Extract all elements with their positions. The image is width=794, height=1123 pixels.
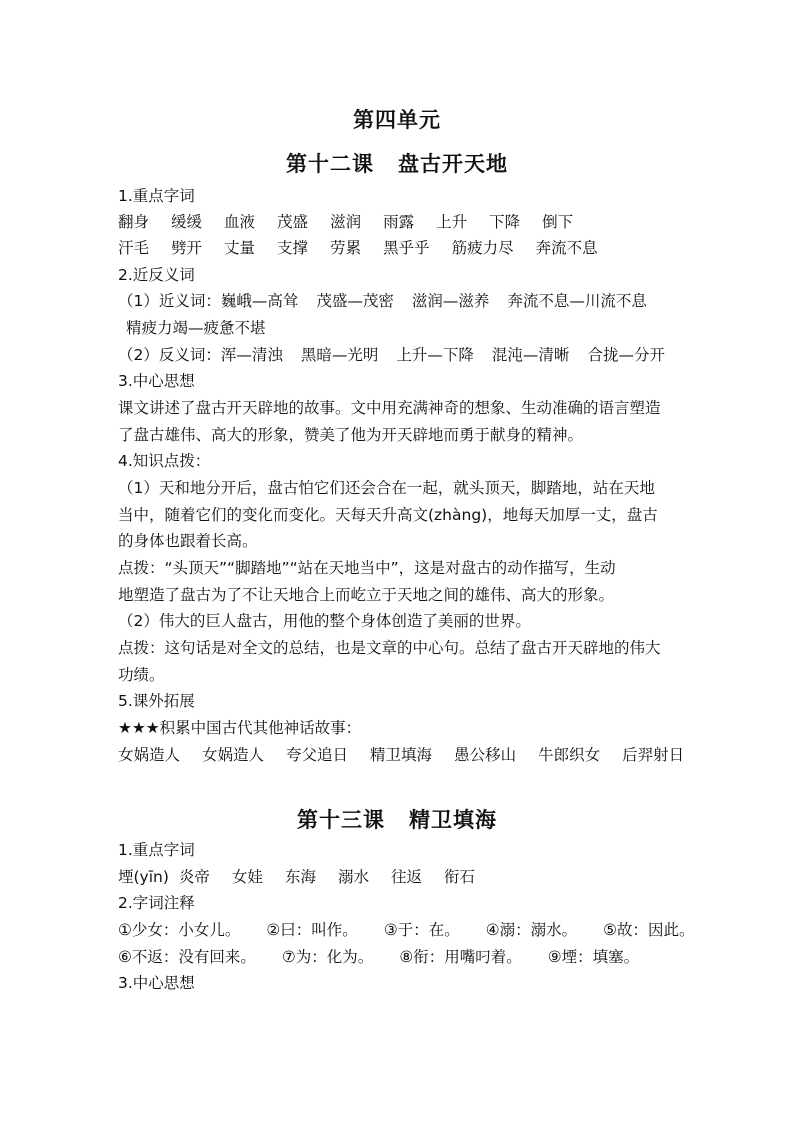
word: 雨露 [383, 213, 415, 231]
word: 丈量 [224, 239, 256, 257]
knowledge-1-note-line-1: 点拨：“头顶天”“脚踏地”“站在天地当中”，这是对盘古的动作描写，生动 [118, 559, 616, 577]
word: 缓缓 [171, 213, 203, 231]
myth-item: 后羿射日 [622, 746, 685, 764]
knowledge-1-line-1: （1）天和地分开后，盘古怕它们还会合在一起，就头顶天，脚踏地，站在天地 [118, 479, 655, 497]
word: 倒下 [542, 213, 574, 231]
word: 滋润 [330, 213, 362, 231]
extension-line: ★★★积累中国古代其他神话故事： [118, 719, 362, 737]
lesson-13-heading-annotations: 2.字词注释 [118, 894, 195, 912]
antonyms-row [118, 345, 683, 365]
myths-row [118, 745, 684, 765]
word: 血液 [224, 213, 256, 231]
annotations-row-1 [118, 920, 695, 940]
synonym-pair: 茂盛—茂密 [316, 292, 394, 310]
antonym-pair: 合拢—分开 [587, 346, 665, 364]
myth-item: 精卫填海 [370, 746, 433, 764]
synonym-pair: 滋润—滋养 [411, 292, 490, 310]
annotation: ⑤故：因此。 [603, 921, 695, 939]
synonym-pair: 奔流不息—川流不息 [507, 292, 647, 310]
lesson-13-title [0, 804, 794, 834]
annotation: ⑥不返：没有回来。 [118, 948, 256, 966]
synonyms-label: （1）近义词： [118, 292, 221, 310]
lesson-12-name: 盘古开天地 [398, 152, 508, 176]
antonym-pair: 浑—清浊 [220, 346, 283, 364]
key-words-row-2 [118, 238, 598, 258]
word: 炎帝 [178, 868, 210, 886]
word: 女娃 [231, 868, 263, 886]
annotation: ⑧衔：用嘴叼着。 [399, 948, 522, 966]
knowledge-2-line-1: （2）伟大的巨人盘古，用他的整个身体创造了美丽的世界。 [118, 612, 531, 630]
word: 支撑 [277, 239, 309, 257]
myth-item: 夸父追日 [286, 746, 349, 764]
word: 下降 [489, 213, 521, 231]
knowledge-1-line-3: 的身体也跟着长高。 [118, 532, 258, 550]
lesson-13-key-words-row [118, 867, 475, 887]
section-heading-key-words: 1.重点字词 [118, 187, 195, 205]
word: 劈开 [171, 239, 203, 257]
lesson-12-title [0, 148, 794, 178]
annotation: ⑨堙：填塞。 [547, 948, 640, 966]
annotation: ⑦为：化为。 [281, 948, 374, 966]
lesson-13-heading-key-words: 1.重点字词 [118, 841, 195, 859]
word: 茂盛 [277, 213, 309, 231]
lesson-13-name: 精卫填海 [409, 808, 497, 832]
myth-item: 愚公移山 [454, 746, 517, 764]
knowledge-2-note-line-2: 功绩。 [118, 666, 165, 684]
antonyms-label: （2）反义词： [118, 346, 221, 364]
antonym-pair: 上升—下降 [396, 346, 474, 364]
section-heading-extension: 5.课外拓展 [118, 692, 195, 710]
central-idea-line-1: 课文讲述了盘古开天辟地的故事。文中用充满神奇的想象、生动准确的语言塑造 [118, 399, 661, 417]
myth-item: 牛郎织女 [538, 746, 601, 764]
knowledge-1-line-2: 当中，随着它们的变化而变化。天每天升高文(zhàng)，地每天加厚一丈，盘古 [118, 506, 658, 524]
antonym-pair: 黑暗—光明 [300, 346, 379, 364]
synonym-pair-continued: 精疲力竭—疲惫不堪 [126, 319, 266, 337]
synonym-pair: 巍峨—高耸 [220, 292, 299, 310]
lesson-13-heading-central-idea: 3.中心思想 [118, 974, 195, 992]
lesson-12-number: 第十二课 [286, 152, 374, 176]
annotations-row-2 [118, 947, 639, 967]
word: 翻身 [118, 213, 150, 231]
knowledge-2-note-line-1: 点拨：这句话是对全文的总结，也是文章的中心句。总结了盘古开天辟地的伟大 [118, 639, 661, 657]
key-words-row-1 [118, 212, 573, 232]
myth-item: 女娲造人 [202, 746, 265, 764]
word: 劳累 [330, 239, 362, 257]
word: 往返 [390, 868, 422, 886]
section-heading-knowledge: 4.知识点拨： [118, 452, 211, 470]
word: 溺水 [337, 868, 369, 886]
central-idea-line-2: 了盘古雄伟、高大的形象，赞美了他为开天辟地而勇于献身的精神。 [118, 426, 584, 444]
synonyms-row [118, 291, 665, 311]
unit-title: 第四单元 [353, 108, 441, 132]
myth-item: 女娲造人 [118, 746, 181, 764]
section-heading-central-idea: 3.中心思想 [118, 372, 195, 390]
knowledge-1-note-line-2: 地塑造了盘古为了不让天地合上而屹立于天地之间的雄伟、高大的形象。 [118, 586, 615, 604]
word: 上升 [436, 213, 468, 231]
word: 奔流不息 [535, 239, 598, 257]
word: 衔石 [443, 868, 475, 886]
annotation: ①少女：小女儿。 [118, 921, 241, 939]
word: 筋疲力尽 [451, 239, 514, 257]
word: 东海 [284, 868, 316, 886]
antonym-pair: 混沌—清晰 [491, 346, 570, 364]
section-heading-synonyms-antonyms: 2.近反义词 [118, 266, 195, 284]
annotation: ③于：在。 [383, 921, 460, 939]
lesson-13-number: 第十三课 [297, 808, 385, 832]
word: 堙(yīn) [118, 868, 169, 886]
word: 汗毛 [118, 239, 150, 257]
annotation: ④溺：溺水。 [485, 921, 578, 939]
annotation: ②曰：叫作。 [266, 921, 358, 939]
word: 黑乎乎 [383, 239, 430, 257]
